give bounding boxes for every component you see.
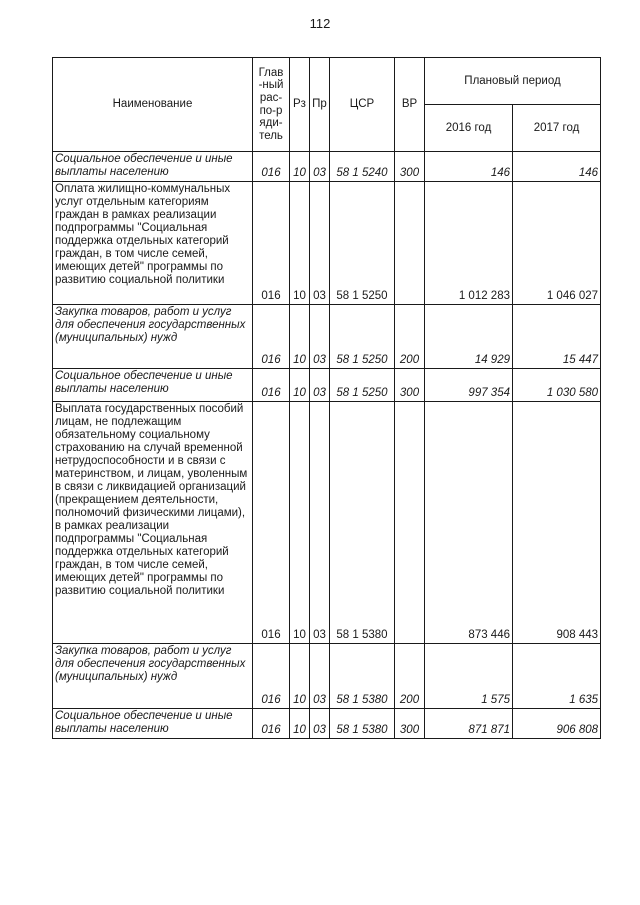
row-csr: 58 1 5250 [330, 369, 395, 402]
row-pr: 03 [310, 709, 330, 739]
table-row [53, 369, 601, 402]
row-csr: 58 1 5240 [330, 152, 395, 182]
row-rz: 10 [290, 709, 310, 739]
row-glav: 016 [253, 305, 290, 369]
row-glav: 016 [253, 709, 290, 739]
row-csr: 58 1 5250 [330, 182, 395, 305]
table-row [53, 402, 601, 644]
row-vr: 300 [395, 152, 425, 182]
header-rz: Рз [290, 58, 310, 152]
row-2017: 906 808 [513, 709, 601, 739]
row-2017: 15 447 [513, 305, 601, 369]
row-2017: 1 635 [513, 644, 601, 709]
row-2016: 997 354 [425, 369, 513, 402]
row-glav: 016 [253, 152, 290, 182]
row-name: Закупка товаров, работ и услуг для обеспечения государственных (муниципальных) нужд [53, 305, 253, 369]
row-pr: 03 [310, 402, 330, 644]
header-main-administrator-label: Глав-ный рас-по-ряди-тель [258, 66, 284, 142]
row-vr: 300 [395, 369, 425, 402]
table-row [53, 709, 601, 739]
header-main-administrator [253, 58, 290, 152]
row-vr: 200 [395, 305, 425, 369]
row-pr: 03 [310, 305, 330, 369]
row-rz: 10 [290, 402, 310, 644]
row-vr [395, 182, 425, 305]
row-rz: 10 [290, 305, 310, 369]
budget-table [52, 57, 601, 739]
table-row [53, 152, 601, 182]
table-row [53, 305, 601, 369]
row-csr: 58 1 5380 [330, 644, 395, 709]
row-2016: 14 929 [425, 305, 513, 369]
row-rz: 10 [290, 369, 310, 402]
row-2016: 873 446 [425, 402, 513, 644]
row-pr: 03 [310, 152, 330, 182]
row-2016: 1 012 283 [425, 182, 513, 305]
row-csr: 58 1 5380 [330, 402, 395, 644]
row-2017: 1 046 027 [513, 182, 601, 305]
row-name: Закупка товаров, работ и услуг для обеспечения государственных (муниципальных) нужд [53, 644, 253, 709]
row-csr: 58 1 5380 [330, 709, 395, 739]
row-2016: 1 575 [425, 644, 513, 709]
row-name: Социальное обеспечение и иные выплаты населению [53, 152, 253, 182]
row-name: Выплата государственных пособий лицам, не подлежащим обязательному социальному страхованию на случай временной нетрудоспособности и в связи с материнством, и лицам, уволенным в связи с ликвидацией организаций (прекращением деятельности, полномочий физическими лицами), в рамках реализации подпрограммы "Социальная поддержка отдельных категорий граждан, в том числе семей, имеющих детей" программы по развитию социальной политики [53, 402, 253, 644]
header-year-2016: 2016 год [425, 105, 513, 152]
header-vr: ВР [395, 58, 425, 152]
table-row [53, 644, 601, 709]
row-2016: 146 [425, 152, 513, 182]
page-number: 112 [309, 16, 331, 31]
row-glav: 016 [253, 182, 290, 305]
row-2017: 1 030 580 [513, 369, 601, 402]
row-rz: 10 [290, 152, 310, 182]
row-csr: 58 1 5250 [330, 305, 395, 369]
row-name: Оплата жилищно-коммунальных услуг отдельным категориям граждан в рамках реализации подпрограммы "Социальная поддержка отдельных категорий граждан, в том числе семей, имеющих детей" программы по развитию социальной политики [53, 182, 253, 305]
header-pr: Пр [310, 58, 330, 152]
row-pr: 03 [310, 644, 330, 709]
row-name: Социальное обеспечение и иные выплаты населению [53, 709, 253, 739]
header-year-2017: 2017 год [513, 105, 601, 152]
row-2017: 908 443 [513, 402, 601, 644]
row-2016: 871 871 [425, 709, 513, 739]
row-vr: 300 [395, 709, 425, 739]
row-2017: 146 [513, 152, 601, 182]
row-vr: 200 [395, 644, 425, 709]
header-name: Наименование [53, 58, 253, 152]
header-csr: ЦСР [330, 58, 395, 152]
row-glav: 016 [253, 644, 290, 709]
header-plan-period: Плановый период [425, 58, 601, 105]
row-glav: 016 [253, 369, 290, 402]
row-pr: 03 [310, 182, 330, 305]
row-name: Социальное обеспечение и иные выплаты населению [53, 369, 253, 402]
table-row [53, 182, 601, 305]
row-rz: 10 [290, 182, 310, 305]
row-rz: 10 [290, 644, 310, 709]
row-pr: 03 [310, 369, 330, 402]
row-glav: 016 [253, 402, 290, 644]
row-vr [395, 402, 425, 644]
